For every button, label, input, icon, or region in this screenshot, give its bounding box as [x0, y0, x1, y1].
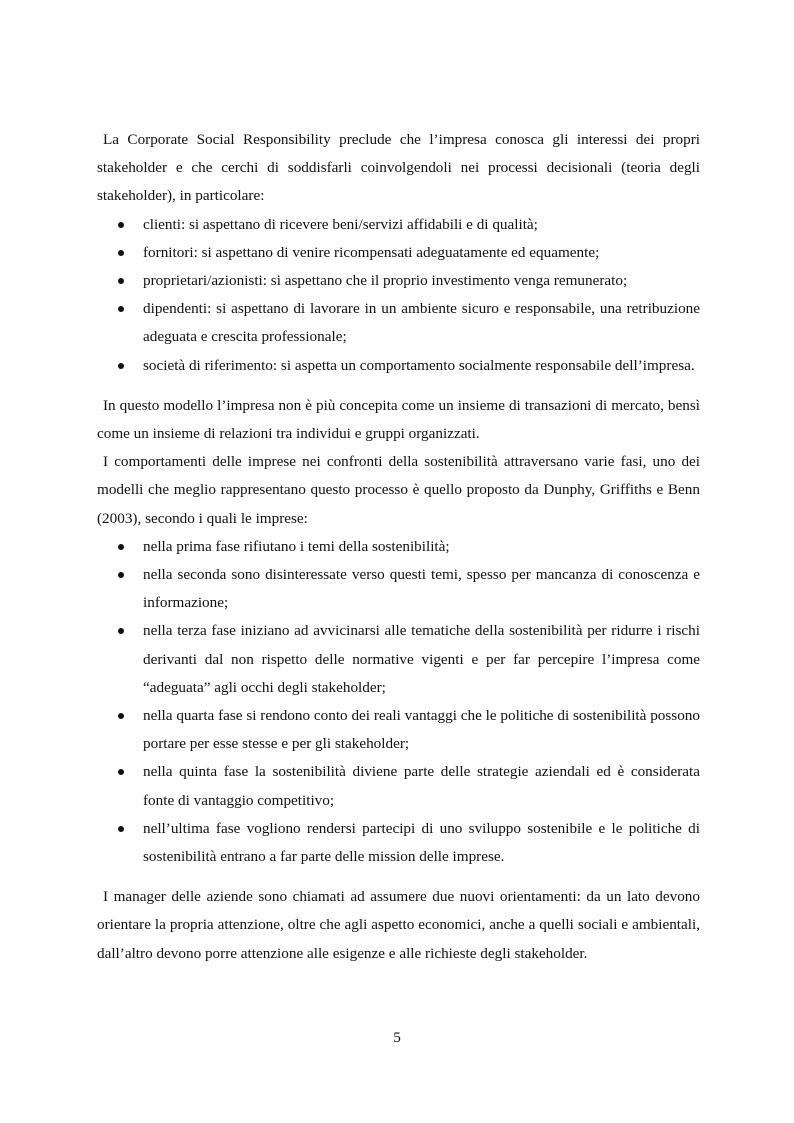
list-item-text: nella quinta fase la sostenibilità diviene parte delle strategie aziendali ed è considerata fonte di vantaggio competitivo; — [143, 763, 700, 809]
bullet-icon — [118, 628, 124, 634]
list-item — [97, 561, 700, 617]
list-item — [97, 815, 700, 871]
bullet-icon — [118, 306, 124, 312]
bullet-icon — [118, 769, 124, 775]
bullet-icon — [118, 544, 124, 550]
list-item — [97, 533, 700, 561]
text-column — [97, 126, 700, 968]
list-item-text: nella seconda sono disinteressate verso questi temi, spesso per mancanza di conoscenza e informazione; — [143, 566, 700, 612]
page-number: 5 — [393, 1029, 401, 1046]
list-item — [97, 352, 700, 380]
list-item-text: proprietari/azionisti: si aspettano che il proprio investimento venga remunerato; — [143, 272, 628, 290]
list-item — [97, 702, 700, 758]
paragraph-csr-intro: La Corporate Social Responsibility preclude che l’impresa conosca gli interessi dei propri stakeholder e che cerchi di soddisfarli coinvolgendoli nei processi decisionali (teoria degli stakeholder), in particolare: — [97, 131, 700, 205]
list-item — [97, 295, 700, 351]
list-item — [97, 617, 700, 702]
list-item-text: dipendenti: si aspettano di lavorare in un ambiente sicuro e responsabile, una retribuzione adeguata e crescita professionale; — [143, 300, 700, 346]
bullet-icon — [118, 222, 124, 228]
list-item — [97, 758, 700, 814]
spacer — [97, 871, 700, 883]
list-item — [97, 211, 700, 239]
sustainability-phases-list — [97, 533, 700, 871]
list-item-text: nella quarta fase si rendono conto dei reali vantaggi che le politiche di sostenibilità possono portare per esse stesse e per gli stakeholder; — [143, 707, 700, 753]
bullet-icon — [118, 826, 124, 832]
list-item — [97, 239, 700, 267]
bullet-icon — [118, 278, 124, 284]
paragraph-managers: I manager delle aziende sono chiamati ad assumere due nuovi orientamenti: da un lato devono orientare la propria attenzione, oltre che agli aspetto economici, anche a quelli sociali e ambientali, dall’altro devono porre attenzione alle esigenze e alle richieste degli stakeholder. — [97, 888, 700, 962]
paragraph-phases-intro: I comportamenti delle imprese nei confronti della sostenibilità attraversano varie fasi, uno dei modelli che meglio rappresentano questo processo è quello proposto da Dunphy, Griffiths e Benn (2003), secondo i quali le imprese: — [97, 453, 700, 527]
bullet-icon — [118, 250, 124, 256]
list-item-text: società di riferimento: si aspetta un comportamento socialmente responsabile dell’impresa. — [143, 356, 695, 374]
bullet-icon — [118, 572, 124, 578]
list-item-text: nell’ultima fase vogliono rendersi partecipi di uno sviluppo sostenibile e le politiche di sostenibilità entrano a far parte delle mission delle imprese. — [143, 819, 700, 866]
list-item — [97, 267, 700, 295]
list-item-text: nella prima fase rifiutano i temi della sostenibilità; — [143, 537, 450, 555]
spacer — [97, 380, 700, 392]
paragraph-model: In questo modello l’impresa non è più concepita come un insieme di transazioni di mercato, bensì come un insieme di relazioni tra individui e gruppi organizzati. — [97, 396, 700, 443]
stakeholder-list — [97, 211, 700, 380]
bullet-icon — [118, 713, 124, 719]
list-item-text: clienti: si aspettano di ricevere beni/servizi affidabili e di qualità; — [143, 215, 538, 233]
list-item-text: nella terza fase iniziano ad avvicinarsi alle tematiche della sostenibilità per ridurre i rischi derivanti dal non rispetto delle normative vigenti e per far percepire l’impresa come “adeguata” agli occhi degli stakeholder; — [143, 622, 700, 696]
list-item-text: fornitori: si aspettano di venire ricompensati adeguatamente ed equamente; — [143, 243, 600, 261]
bullet-icon — [118, 363, 124, 369]
